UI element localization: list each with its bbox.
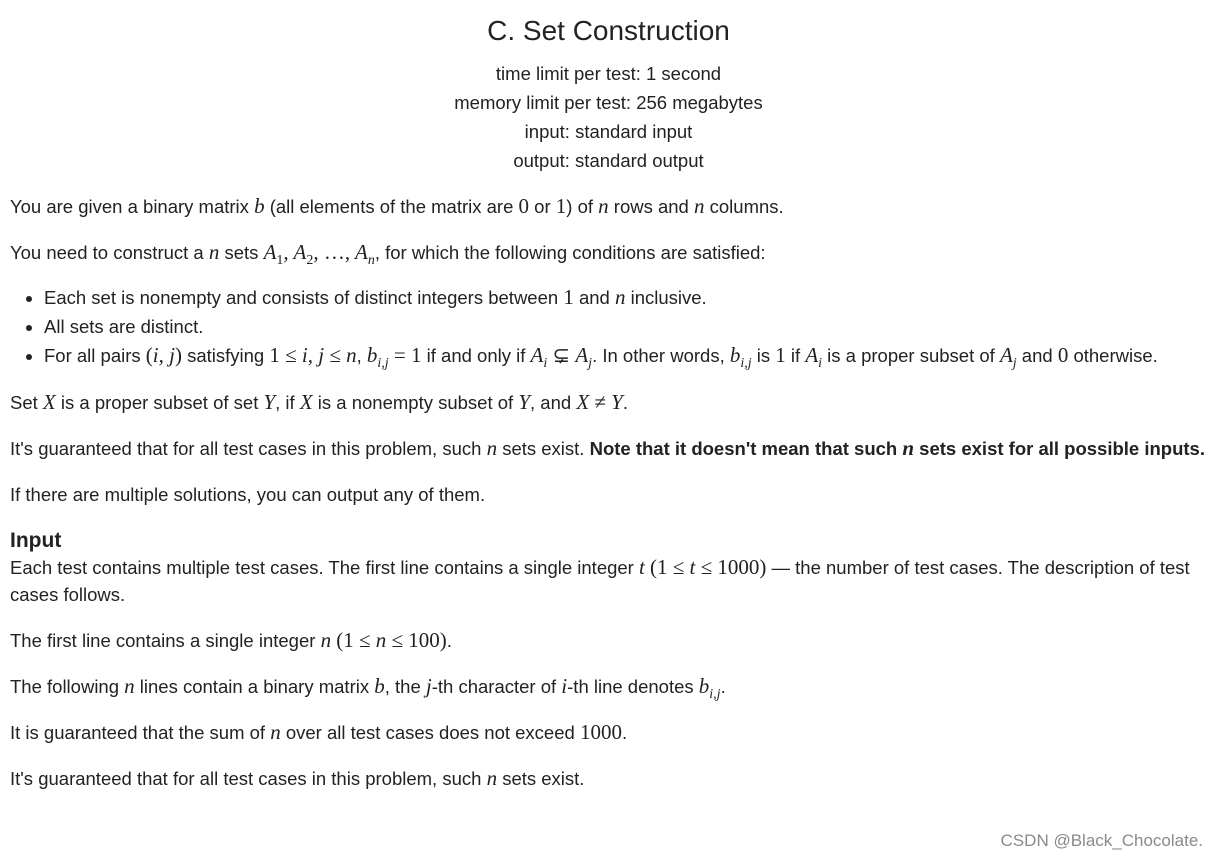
condition-item: • All sets are distinct. xyxy=(44,312,1207,341)
input-paragraph-5: It's guaranteed that for all test cases in this problem, such n sets exist. xyxy=(10,766,585,790)
problem-statement xyxy=(10,193,1207,792)
input-spec: input: standard input xyxy=(524,121,693,142)
statement-paragraph-1: You are given a binary matrix b (all elements of the matrix are 0 or 1) of n rows and n columns. xyxy=(10,194,784,218)
input-paragraph-3: The following n lines contain a binary matrix b, the j-th character of i-th line denotes $b_{i,j}$. xyxy=(10,674,726,703)
statement-paragraph-2: You need to construct a n sets $A_1$, $A_2$, …, $A_n$, for which the following conditions are satisfied: xyxy=(10,240,766,269)
problem-title: C. Set Construction xyxy=(487,15,730,46)
input-section xyxy=(10,528,1207,792)
statement-paragraph-4: It's guaranteed that for all test cases in this problem, such n sets exist. Note that it doesn't mean that such n sets exist for all possible inputs. xyxy=(10,436,1205,460)
time-limit: time limit per test: 1 second xyxy=(495,63,722,84)
input-paragraph-2: The first line contains a single integer n (1 ≤ n ≤ 100). xyxy=(10,628,452,652)
condition-item: • For all pairs (i, j) satisfying 1 ≤ i, j ≤ n, $b_{i,j} = 1$ if and only if $A_i$ ⊊ $A_j$. In other words, $b_{i,j}$ is 1 if $A_i$ is a proper subset of $A_j$ and 0 otherwise. xyxy=(44,341,1207,370)
watermark: CSDN @Black_Chocolate. xyxy=(1000,831,1203,850)
output-spec: output: standard output xyxy=(513,150,704,171)
input-section-title: Input xyxy=(10,529,62,552)
conditions-list xyxy=(10,283,1207,370)
statement-paragraph-5: If there are multiple solutions, you can output any of them. xyxy=(10,484,486,505)
statement-paragraph-3: Set X is a proper subset of set Y, if X is a nonempty subset of Y, and X ≠ Y. xyxy=(10,390,628,414)
condition-item: • Each set is nonempty and consists of distinct integers between 1 and n inclusive. xyxy=(44,283,1207,312)
input-paragraph-1: Each test contains multiple test cases. The first line contains a single integer t (1 ≤ t ≤ 1000) — the number of test cases. The description of test cases follows. xyxy=(10,555,1190,605)
problem-header xyxy=(10,0,1207,175)
input-paragraph-4: It is guaranteed that the sum of n over all test cases does not exceed 1000. xyxy=(10,720,628,744)
memory-limit: memory limit per test: 256 megabytes xyxy=(454,92,763,113)
